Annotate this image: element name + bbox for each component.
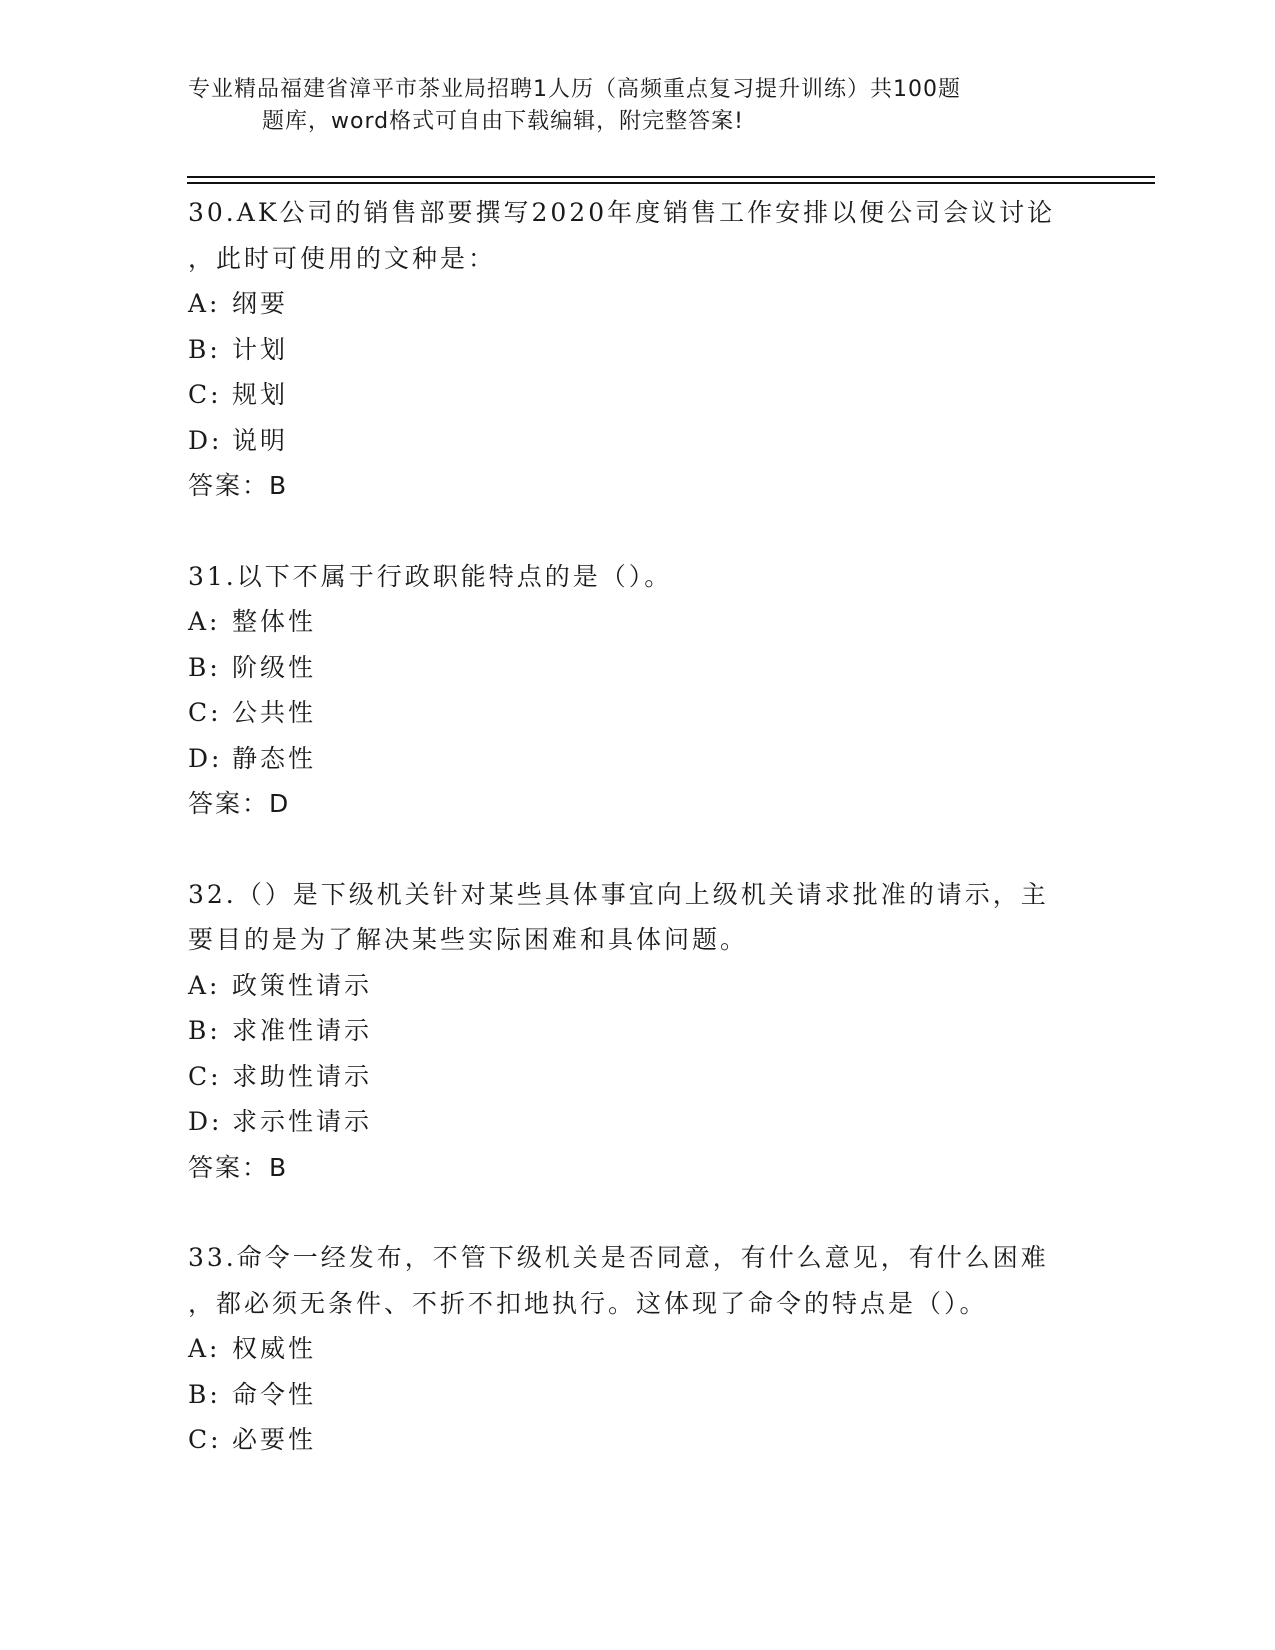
option-text: 规划	[232, 380, 289, 409]
answer-option	[188, 1372, 1088, 1418]
option-text: 求助性请示	[232, 1061, 373, 1091]
option-text: 必要性	[232, 1425, 317, 1454]
question-list	[188, 190, 1088, 1508]
option-letter: C:	[188, 380, 222, 409]
question-text-line: 要目的是为了解决某些实际困难和具体问题。	[188, 925, 749, 954]
option-text: 静态性	[232, 743, 317, 773]
answer-option	[188, 690, 1088, 736]
answer-option	[188, 963, 1088, 1009]
document-header	[188, 74, 1048, 138]
option-letter: A:	[188, 607, 221, 636]
question-text-line: 32.（）是下级机关针对某些具体事宜向上级机关请求批准的请示，主	[188, 879, 1049, 909]
option-text: 命令性	[232, 1379, 317, 1409]
answer-option	[188, 645, 1088, 691]
header-divider-bottom	[187, 182, 1155, 184]
option-text: 求示性请示	[232, 1107, 373, 1136]
option-letter: C:	[188, 698, 222, 727]
question-text-line: 31.以下不属于行政职能特点的是（）。	[188, 561, 673, 591]
option-text: 权威性	[232, 1334, 317, 1363]
question-block	[188, 190, 1088, 509]
option-text: 说明	[232, 425, 289, 455]
option-letter: C:	[188, 1425, 222, 1454]
question-block	[188, 872, 1088, 1191]
answer-option	[188, 1008, 1088, 1054]
option-letter: D:	[188, 1107, 223, 1136]
option-letter: D:	[188, 743, 223, 773]
header-title-line-2: 题库，word格式可自由下载编辑，附完整答案!	[262, 109, 744, 134]
option-letter: B:	[188, 1016, 221, 1045]
answer-option	[188, 281, 1088, 327]
header-divider-top	[187, 176, 1155, 178]
answer-key: 答案：B	[188, 1152, 289, 1182]
option-letter: B:	[188, 652, 221, 682]
option-text: 整体性	[232, 607, 317, 636]
question-text-line: ，此时可使用的文种是：	[188, 243, 497, 273]
answer-key: 答案：D	[188, 789, 291, 818]
question-text-line: 33.命令一经发布，不管下级机关是否同意，有什么意见，有什么困难	[188, 1243, 1049, 1272]
answer-option	[188, 1326, 1088, 1372]
option-text: 公共性	[232, 698, 317, 727]
answer-option	[188, 372, 1088, 418]
answer-option	[188, 1099, 1088, 1145]
question-text-line: 30.AK公司的销售部要撰写2020年度销售工作安排以便公司会议讨论	[188, 198, 1056, 227]
answer-option	[188, 418, 1088, 464]
option-text: 纲要	[232, 289, 289, 318]
answer-option	[188, 1054, 1088, 1100]
option-letter: A:	[188, 289, 221, 318]
answer-key: 答案：B	[188, 471, 289, 500]
option-letter: A:	[188, 1334, 221, 1363]
option-letter: B:	[188, 1379, 221, 1409]
header-title-line-1: 专业精品福建省漳平市茶业局招聘1人历（高频重点复习提升训练）共100题	[188, 77, 961, 102]
answer-option	[188, 1417, 1088, 1463]
option-text: 政策性请示	[232, 970, 373, 1000]
option-letter: B:	[188, 334, 221, 364]
option-letter: A:	[188, 970, 221, 1000]
option-text: 阶级性	[232, 652, 317, 682]
question-block	[188, 1235, 1088, 1463]
answer-option	[188, 599, 1088, 645]
option-text: 计划	[232, 334, 289, 364]
option-letter: C:	[188, 1061, 222, 1091]
answer-option	[188, 736, 1088, 782]
answer-option	[188, 327, 1088, 373]
option-letter: D:	[188, 425, 223, 455]
question-text-line: ，都必须无条件、不折不扣地执行。这体现了命令的特点是（）。	[188, 1288, 988, 1318]
question-block	[188, 554, 1088, 827]
option-text: 求准性请示	[232, 1016, 373, 1045]
